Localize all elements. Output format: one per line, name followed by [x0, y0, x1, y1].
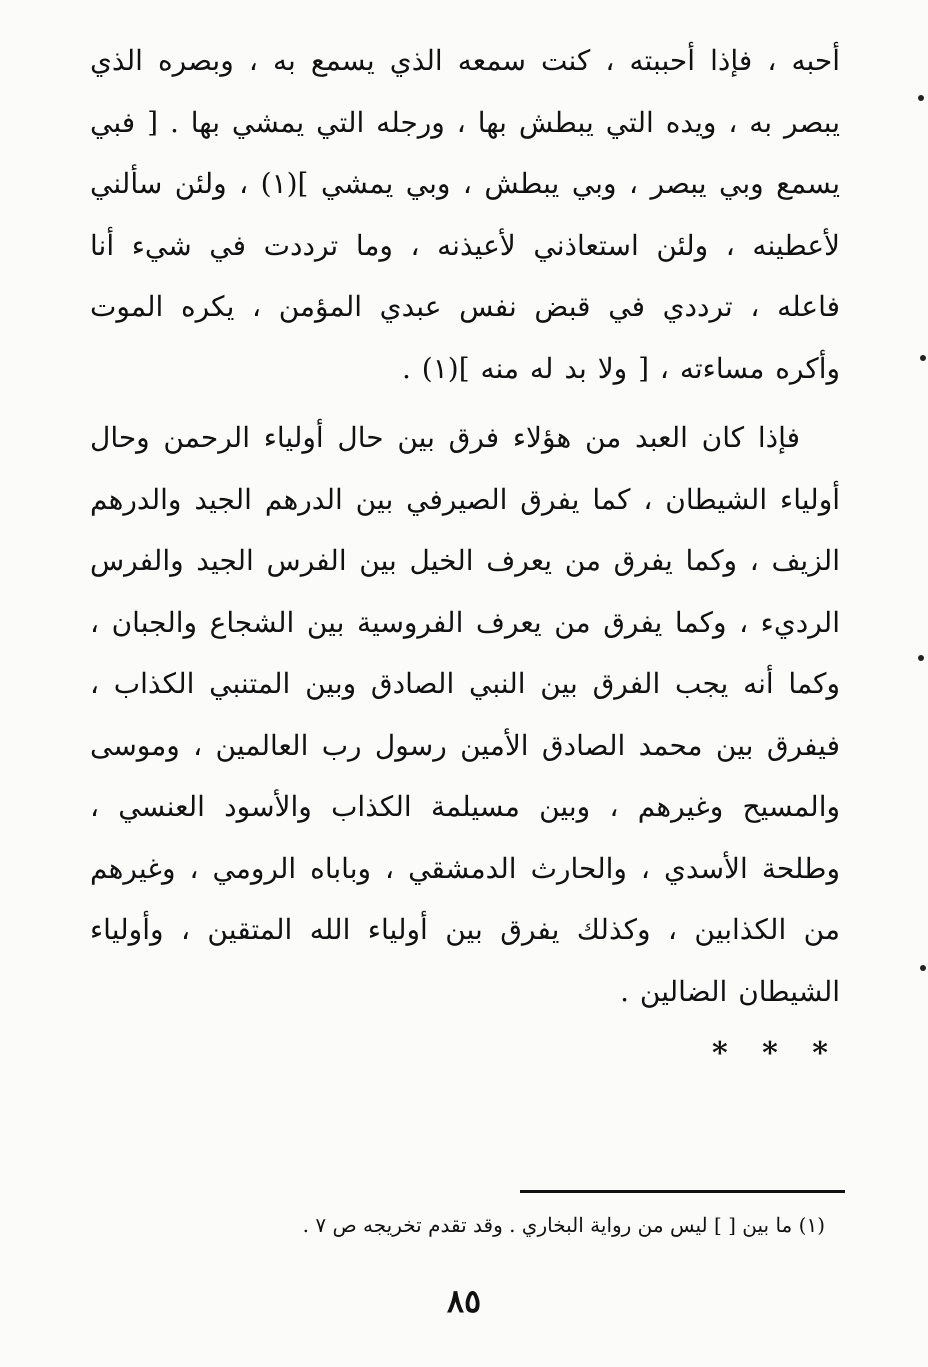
margin-speck: [918, 95, 924, 101]
footnote-rule: [520, 1190, 845, 1193]
paragraph-2: فإذا كان العبد من هؤلاء فرق بين حال أولياء الرحمن وحال أولياء الشيطان ، كما يفرق الصيرفي بين الدرهم الجيد والدرهم الزيف ، وكما يفرق من يعرف الخيل بين الفرس الجيد والفرس الرديء ، وكما يفرق من يعرف الفروسية بين الشجاع والجبان ، وكما أنه يجب الفرق بين النبي الصادق وبين المتنبي الكذاب ، فيفرق بين محمد الصادق الأمين رسول رب العالمين ، وموسى والمسيح وغيرهم ، وبين مسيلمة الكذاب والأسود العنسي ، وطلحة الأسدي ، والحارث الدمشقي ، وباباه الرومي ، وغيرهم من الكذابين ، وكذلك يفرق بين أولياء الله المتقين ، وأولياء الشيطان الضالين .: [90, 421, 840, 1008]
footnote: (١) ما بين [ ] ليس من رواية البخاري . وقد تقدم تخريجه ص ٧ .: [302, 1213, 825, 1237]
paragraph-1: أحبه ، فإذا أحببته ، كنت سمعه الذي يسمع به ، وبصره الذي يبصر به ، ويده التي يبطش بها ، ورجله التي يمشي بها . [ فبي يسمع وبي يبصر ، وبي يبطش ، وبي يمشي ](١) ، ولئن سألني لأعطينه ، ولئن استعاذني لأعيذنه ، وما ترددت في شيء أنا فاعله ، ترددي في قبض نفس عبدي المؤمن ، يكره الموت وأكره مساءته ، [ ولا بد له منه ](١) .: [90, 44, 840, 385]
page-number: ٨٥: [446, 1282, 482, 1320]
margin-speck: [920, 965, 926, 971]
main-text: [90, 30, 840, 1071]
margin-speck: [920, 355, 926, 361]
section-separator: * * *: [712, 1036, 840, 1071]
margin-speck: [918, 655, 924, 661]
